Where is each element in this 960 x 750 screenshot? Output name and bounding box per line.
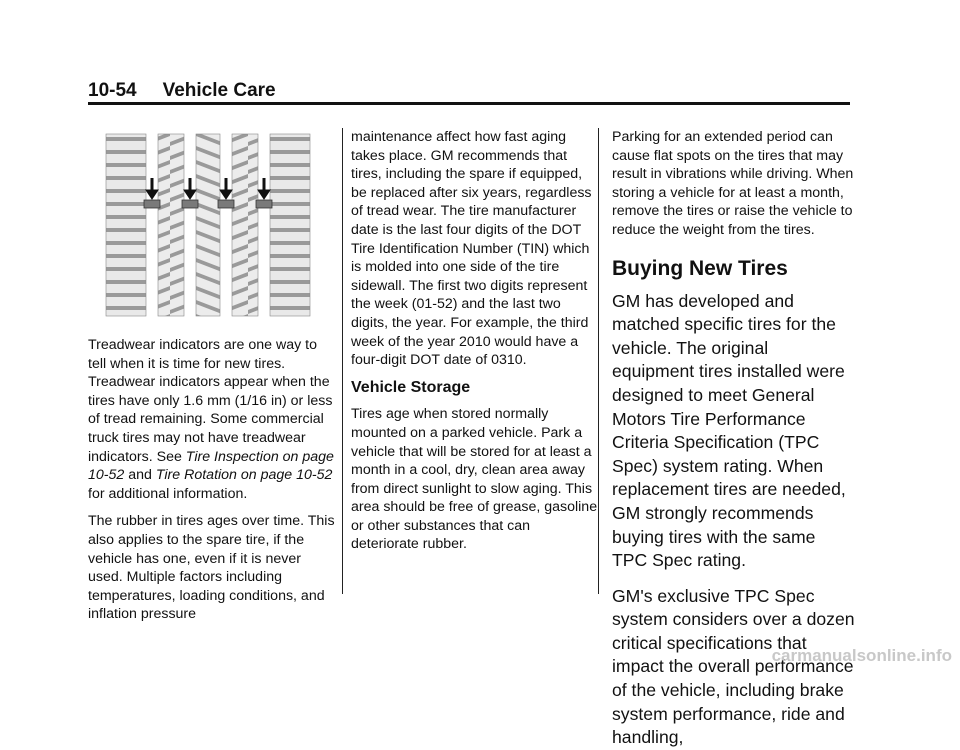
vehicle-storage-heading: Vehicle Storage <box>351 378 471 396</box>
tpc-spec-paragraph: GM's exclusive TPC Spec system considers over a dozen critical specifications that impact the overall performance of the vehicle, including brake system performance, ride and handling, <box>612 585 855 748</box>
tire-rotation-link[interactable]: Tire Rotation on page 10-52 <box>155 467 333 484</box>
tire-inspection-link[interactable]: Tire Inspection on page 10-52 <box>88 448 334 484</box>
treadwear-paragraph: Treadwear indicators are one way to tell when it is time for new tires. Treadwear indicators appear when the tires have only 1.6 mm (1/16 in) or less of tread remaining. Some commercial truck tires may not have treadwear indicators. See Tire Inspection on page 10-52 and Tire Rotation on page 10-52 for additional information. <box>88 337 334 502</box>
gm-tires-paragraph: GM has developed and matched specific tires for the vehicle. The original equipment tires installed were designed to meet General Motors Tire Performance Criteria Specification (TPC Spec) system rating. When replacement tires are needed, GM strongly recommends buying tires with the same TPC Spec rating. <box>612 290 846 571</box>
buying-new-tires-heading: Buying New Tires <box>612 256 788 280</box>
column-1 <box>88 128 336 633</box>
watermark: carmanualsonline.info <box>771 646 952 665</box>
section-title: Vehicle Care <box>162 80 276 101</box>
rubber-aging-paragraph: The rubber in tires ages over time. This also applies to the spare tire, if the vehicle has one, even if it is never used. Multiple factors including temperatures, loading conditions, and inflation pressure <box>88 513 335 623</box>
column-3 <box>598 128 855 748</box>
header-rule <box>88 102 850 105</box>
column-2 <box>342 128 599 594</box>
treadwear-indicator-illustration <box>92 128 332 322</box>
page-number: 10-54 <box>88 80 137 101</box>
page-header <box>88 80 276 102</box>
vehicle-storage-paragraph: Tires age when stored normally mounted on a parked vehicle. Park a vehicle that will be stored for at least a month in a cool, dry, clean area away from direct sunlight to slow aging. This area should be free of grease, gasoline or other substances that can deteriorate rubber. <box>351 406 598 553</box>
parking-paragraph: Parking for an extended period can cause flat spots on the tires that may result in vibrations while driving. When storing a vehicle for at least a month, remove the tires or raise the vehicle to reduce the weight from the tires. <box>612 129 854 238</box>
aging-continued-paragraph: maintenance affect how fast aging takes place. GM recommends that tires, including the spare if equipped, be replaced after six years, regardless of tread wear. The tire manufacturer date is the last four digits of the DOT Tire Identification Number (TIN) which is molded into one side of the tire sidewall. The first two digits represent the week (01-52) and the last two digits, the year. For example, the third week of the year 2010 would have a four-digit DOT date of 0310. <box>351 129 592 369</box>
